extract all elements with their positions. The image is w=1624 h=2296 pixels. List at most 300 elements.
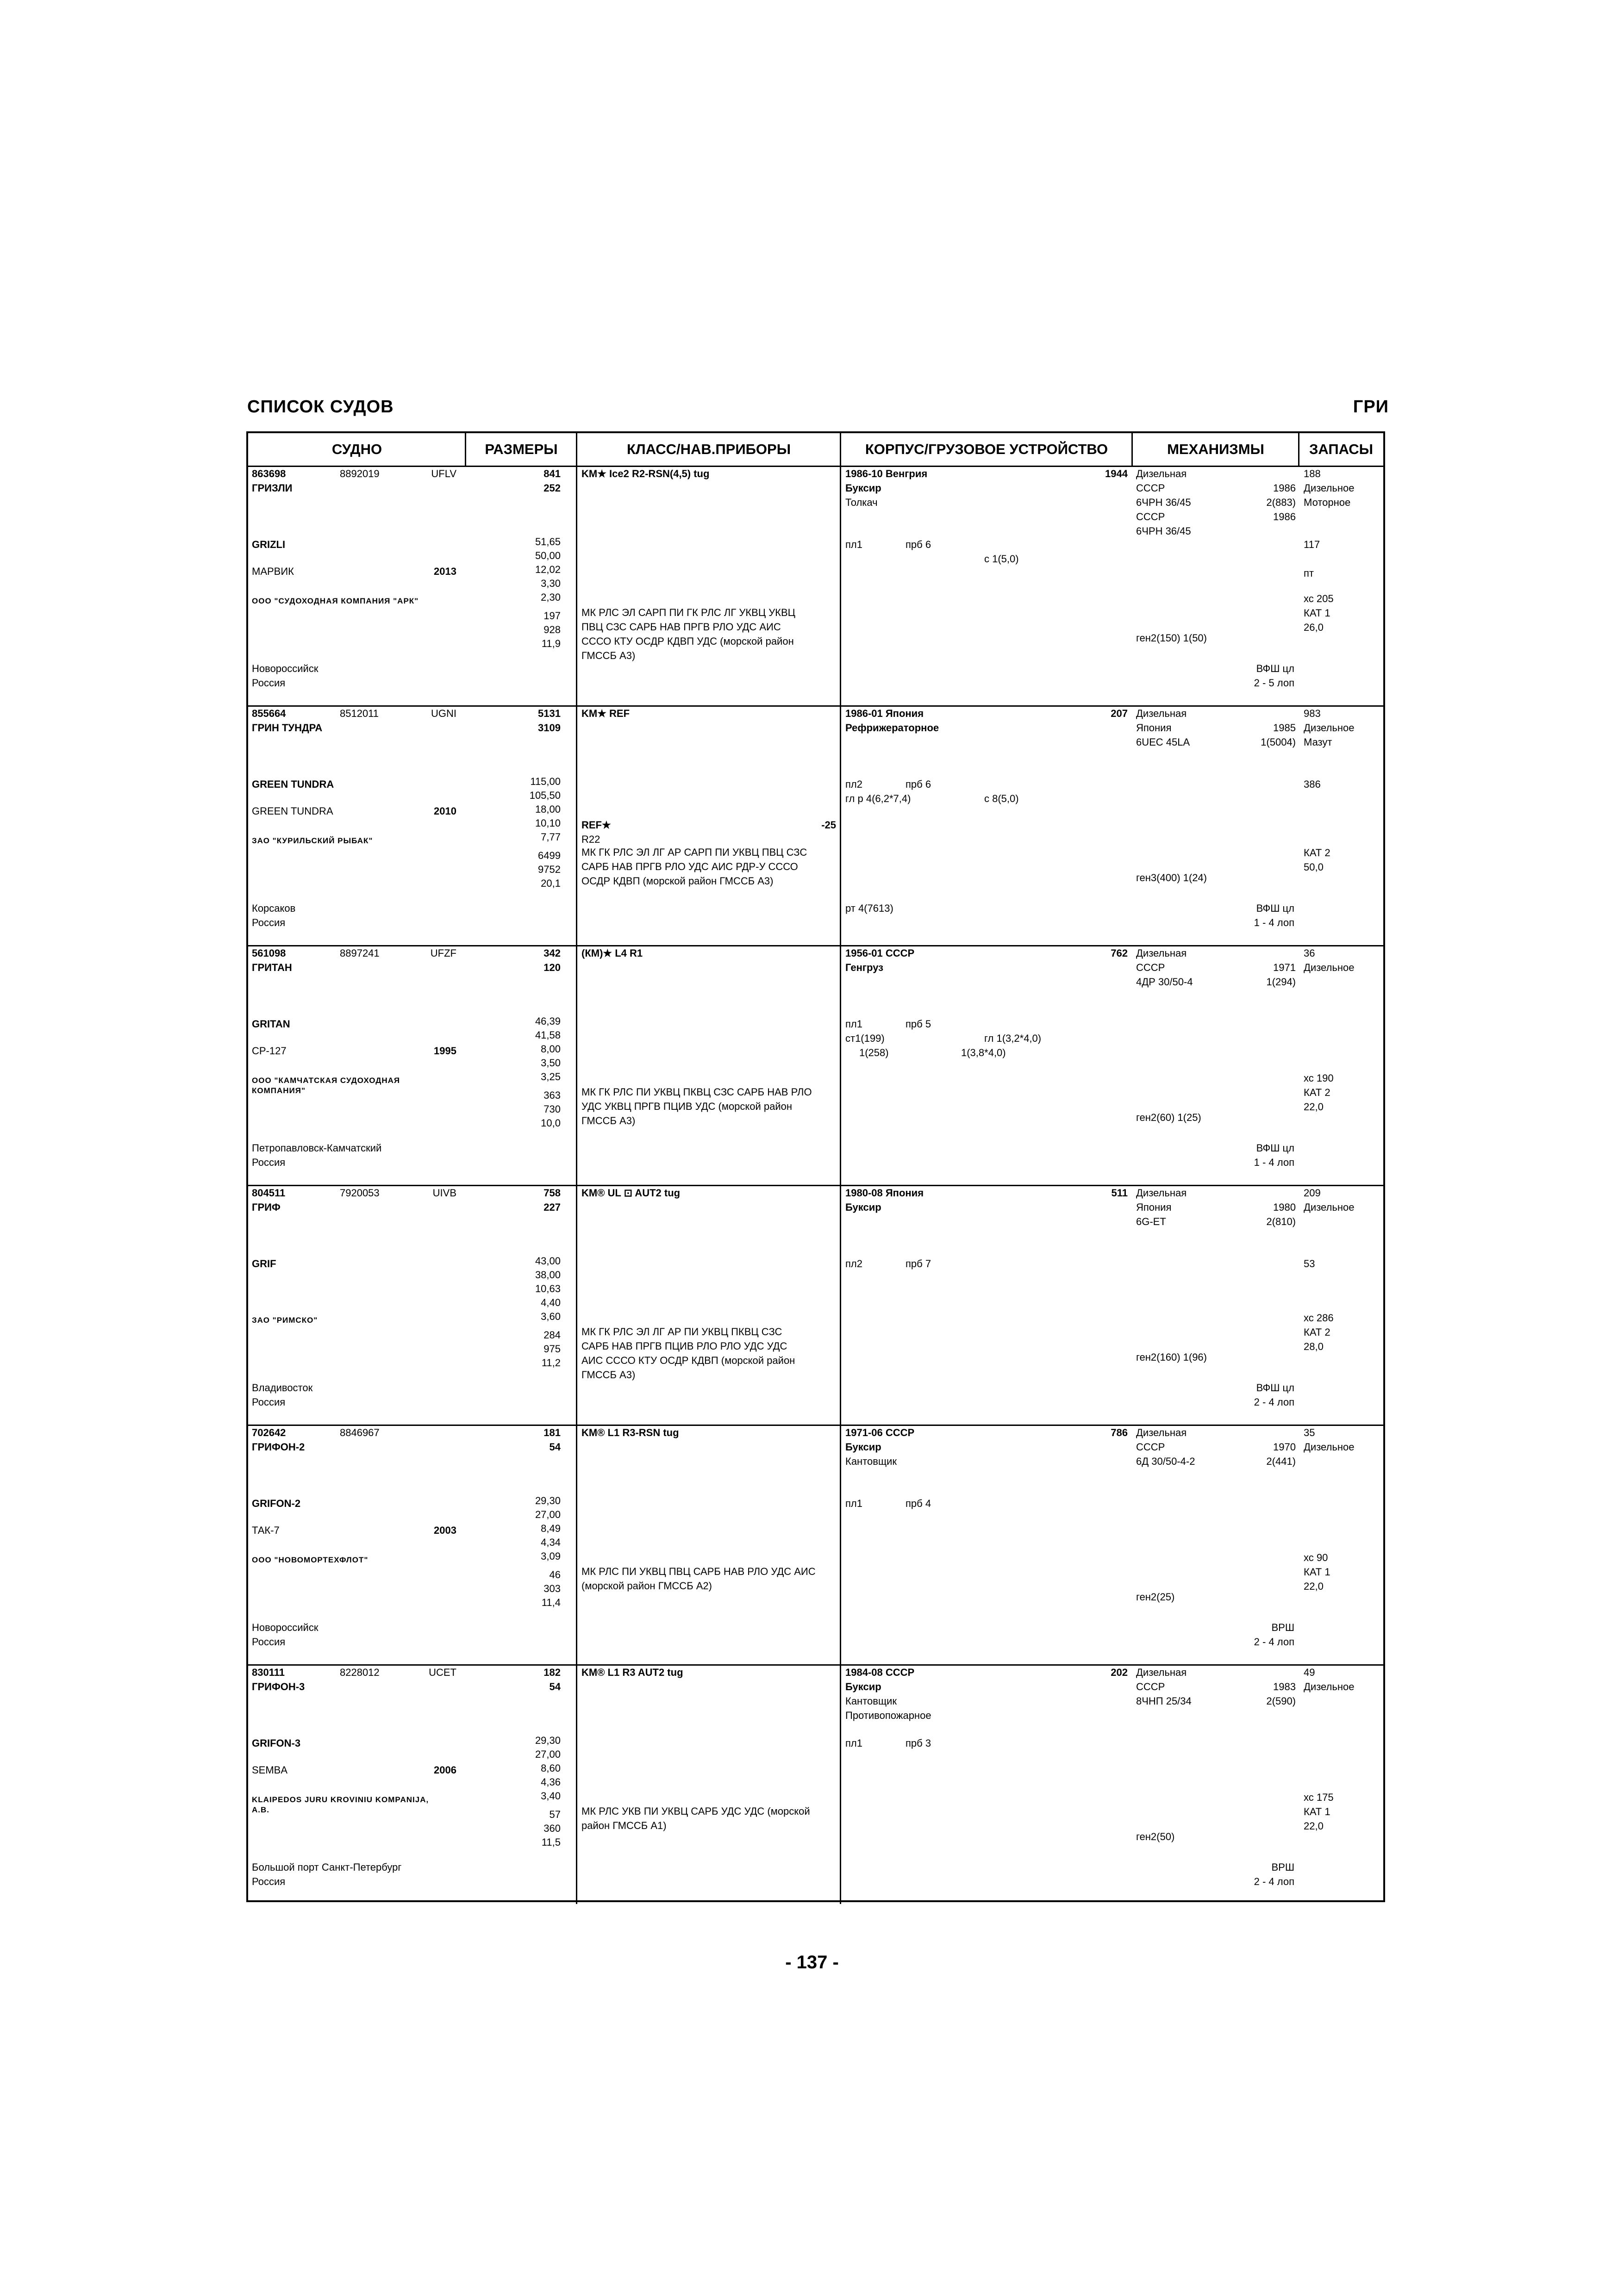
reg-number: 863698 [252,468,286,479]
ship-name: ГРИН ТУНДРА [252,722,323,734]
text-line: 35 [1304,1427,1315,1438]
text-line: 22,0 [1304,1101,1324,1113]
supplies-cat [1304,831,1330,874]
engine-type: Дизельная [1136,1187,1187,1199]
ship-record [248,1664,1383,1904]
hatch-info: гл р 4(6,2*7,4) [845,793,911,804]
text-line: 41,58 [535,1029,561,1041]
hatch-info: ст1(199) [845,1033,885,1044]
ship-name: ГРИФОН-2 [252,1441,305,1453]
reg-number: 804511 [252,1187,286,1199]
text-line: 10,10 [535,817,561,829]
divider [576,1185,577,1425]
engine-row [1136,960,1296,975]
text-line: АИС СССО КТУ ОСДР КДВП (морской район [581,1355,795,1366]
deadweight [468,1328,561,1370]
country: Россия [252,677,286,689]
class-notation: (КМ)★ L4 R1 [581,947,643,959]
dimensions [468,1254,561,1324]
engine-type: Дизельная [1136,1427,1187,1438]
port: Владивосток [252,1382,313,1394]
text-line: 209 [1304,1187,1321,1199]
owner: ЗАО "КУРИЛЬСКИЙ РЫБАК" [252,836,373,845]
extra-class-temp: -25 [821,819,836,831]
bulkheads: прб 4 [906,1498,931,1509]
engine-origin: СССР [1136,482,1165,494]
text-line: 105,50 [529,790,561,801]
text-line: хс 286 [1304,1312,1334,1324]
text-line [581,888,807,902]
text-line: район ГМССБ А1) [581,1820,667,1831]
text-line: 27,00 [535,1509,561,1520]
fuel-supplies [1304,1186,1354,1229]
ship-subtype: Толкач [845,497,878,508]
text-line [1304,831,1330,846]
text-line [1304,1271,1315,1285]
engine-origin: 6Д 30/50-4-2 [1136,1456,1195,1467]
text-line: КАТ 2 [1304,847,1330,859]
text-line [1304,1454,1354,1468]
gross-tonnage: 841 [543,468,561,479]
text-line: МК РЛС ЭЛ САРП ПИ ГК РЛС ЛГ УКВЦ УКВЦ [581,607,795,618]
country: Россия [252,1396,286,1408]
imo-number: 8892019 [340,468,380,479]
text-line [1304,552,1320,566]
text-line: 117 [1304,539,1320,550]
ship-type: Буксир [845,1201,881,1213]
text-line [1304,791,1321,806]
fuel-supplies [1304,1425,1354,1468]
nav-equipment [581,1085,812,1142]
text-line: 9752 [538,864,561,875]
generators: ген2(60) 1(25) [1136,1112,1201,1123]
generators: ген2(25) [1136,1591,1175,1603]
nav-equipment [581,1804,810,1861]
build-info: 1986-10 Венгрия [845,468,928,479]
deadweight [468,609,561,651]
hatch-size: 1(3,8*4,0) [961,1047,1006,1058]
engine-row [1136,1440,1296,1454]
port: Корсаков [252,902,296,914]
divider [576,705,577,945]
engine-year-power: 1970 [1273,1441,1296,1453]
text-line: 386 [1304,778,1321,790]
engine-row [1136,1680,1296,1694]
divider [576,433,577,466]
dimensions [468,1014,561,1084]
supplies-extra [1304,1257,1315,1300]
former-name: SEMBA [252,1764,288,1776]
text-line: 3,60 [541,1311,561,1322]
text-line: хс 205 [1304,593,1334,604]
text-line: 360 [543,1823,561,1834]
text-line: 28,0 [1304,1341,1324,1352]
text-line: 284 [543,1329,561,1341]
owner: ЗАО "РИМСКО" [252,1316,318,1325]
engine-year-power: 1983 [1273,1681,1296,1692]
text-line: 197 [543,610,561,622]
propeller: ВФШ цл [1256,1382,1294,1394]
text-line: 3,40 [541,1790,561,1802]
ship-name-latin: GRIFON-2 [252,1498,301,1509]
divider [840,1185,841,1425]
engine-year-power: 1985 [1273,722,1296,734]
cargo-gear: гл 1(3,2*4,0) [984,1033,1042,1044]
text-line: САРБ НАВ ПРГВ РЛО УДС АИС РДР-У СССО [581,861,798,872]
text-line: 50,0 [1304,861,1324,873]
ship-subtype: Противопожарное [845,1710,931,1721]
text-line: 3,25 [541,1071,561,1083]
text-line: 11,9 [541,638,561,649]
text-line: 11,5 [541,1836,561,1848]
propeller: ВРШ [1271,1622,1294,1633]
text-line: ГМССБ А3) [581,650,636,661]
text-line: 26,0 [1304,622,1324,633]
text-line: КАТ 2 [1304,1326,1330,1338]
ship-name: ГРИФОН-3 [252,1681,305,1692]
text-line: СССО КТУ ОСДР КДВП УДС (морской район [581,635,794,647]
text-line: МК РЛС УКВ ПИ УКВЦ САРБ УДС УДС (морской [581,1805,810,1817]
port: Большой порт Санкт-Петербург [252,1861,402,1873]
ship-subtype: Кантовщик [845,1695,897,1707]
text-line: 4,36 [541,1776,561,1788]
bulkheads: прб 6 [906,539,931,550]
text-line: 27,00 [535,1748,561,1760]
reefer-capacity: рт 4(7613) [845,902,893,914]
former-name: GREEN TUNDRA [252,805,333,817]
port: Петропавловск-Камчатский [252,1142,382,1154]
engine-row [1136,1454,1296,1468]
engine-row [1136,721,1296,735]
text-line: 983 [1304,708,1321,719]
call-sign: UCET [429,1667,456,1678]
text-line: 4,40 [541,1297,561,1308]
supplies-extra [1304,777,1321,820]
engine-list [1136,1200,1296,1229]
engine-list [1136,1440,1296,1468]
text-line: КАТ 2 [1304,1087,1330,1098]
text-line: 29,30 [535,1495,561,1506]
ship-name: ГРИЗЛИ [252,482,293,494]
text-line: Дизельное [1304,1441,1355,1453]
text-line: МК РЛС ПИ УКВЦ ПВЦ САРБ НАВ РЛО УДС АИС [581,1566,816,1577]
ship-subtype: Кантовщик [845,1456,897,1467]
owner: ООО "НОВОМОРТЕХФЛОТ" [252,1556,369,1564]
imo-number: 8897241 [340,947,380,959]
text-line: 2,30 [541,591,561,603]
ship-record [248,1185,1383,1426]
reg-number: 702642 [252,1427,286,1438]
build-info: 1986-01 Япония [845,708,924,719]
text-line: ПВЦ СЗС САРБ НАВ ПРГВ РЛО УДС АИС [581,621,781,633]
yard-number: 762 [1111,947,1128,959]
text-line: КАТ 1 [1304,1806,1330,1817]
generators: ген2(150) 1(50) [1136,632,1207,644]
ship-record [248,466,1383,707]
ship-type: Буксир [845,1441,881,1453]
text-line: 303 [543,1583,561,1594]
yard-number: 511 [1111,1187,1128,1199]
divider [576,466,577,705]
engine-year-power: 2(441) [1266,1456,1296,1467]
supplies-cat [1304,1790,1334,1833]
text-line: (морской район ГМССБ А2) [581,1580,712,1592]
net-tonnage: 227 [543,1201,561,1213]
gross-tonnage: 5131 [538,708,561,719]
former-name: СР-127 [252,1045,287,1057]
propeller: ВФШ цл [1256,1142,1294,1154]
country: Россия [252,917,286,928]
divider [576,945,577,1185]
ship-record [248,705,1383,946]
imo-number: 8228012 [340,1667,380,1678]
propeller-blades: 2 - 4 лоп [1254,1876,1294,1887]
text-line: 12,02 [535,564,561,575]
yard-number: 202 [1111,1667,1128,1678]
ship-type: Рефрижераторное [845,722,939,734]
text-line: 188 [1304,468,1321,479]
supplies-cat [1304,1071,1334,1114]
text-line: Дизельное [1304,962,1355,973]
text-line: 730 [543,1103,561,1115]
nav-equipment [581,1325,795,1382]
engine-origin: 4ДР 30/50-4 [1136,976,1193,988]
text-line [581,1607,816,1622]
supplies-cat [1304,591,1334,635]
engine-origin: 6G-ET [1136,1216,1166,1227]
col-ship: СУДНО [331,441,382,457]
fuel-supplies [1304,706,1354,749]
text-line: 46,39 [535,1015,561,1027]
propeller-blades: 1 - 4 лоп [1254,1157,1294,1168]
owner: ООО "СУДОХОДНАЯ КОМПАНИЯ "АРК" [252,597,419,605]
class-notation: KM★ REF [581,708,630,719]
text-line [581,1128,812,1142]
net-tonnage: 54 [549,1441,561,1453]
engine-list [1136,960,1296,989]
text-line: 53 [1304,1258,1315,1269]
propeller-blades: 1 - 4 лоп [1254,917,1294,928]
propeller-blades: 2 - 4 лоп [1254,1636,1294,1648]
deck-count: пл1 [845,539,862,550]
engine-year-power: 1980 [1273,1201,1296,1213]
text-line: хс 175 [1304,1792,1334,1803]
class-notation: KM★ Ice2 R2-RSN(4,5) tug [581,468,710,479]
text-line: Моторное [1304,497,1351,508]
text-line: САРБ НАВ ПРГВ ПЦИВ РЛО РЛО УДС УДС [581,1340,787,1352]
propeller: ВРШ [1271,1861,1294,1873]
col-machinery: МЕХАНИЗМЫ [1167,441,1264,457]
owner: ООО "КАМЧАТСКАЯ СУДОХОДНАЯ КОМПАНИЯ" [252,1076,400,1095]
bulkheads: прб 3 [906,1737,931,1749]
text-line: 22,0 [1304,1820,1324,1832]
hold-capacity: 1(258) [859,1047,889,1058]
ship-type: Буксир [845,482,881,494]
build-info: 1980-08 Япония [845,1187,924,1199]
cargo-gear: с 8(5,0) [984,793,1019,804]
net-tonnage: 120 [543,962,561,973]
divider [840,705,841,945]
text-line: 38,00 [535,1269,561,1281]
owner: KLAIPEDOS JURU KROVINIU KOMPANIJA, A.B. [252,1795,429,1814]
engine-row [1136,495,1296,510]
country: Россия [252,1636,286,1648]
former-name-year: 2006 [434,1764,456,1776]
text-line: Мазут [1304,736,1332,748]
bulkheads: прб 5 [906,1018,931,1030]
text-line [581,1833,810,1847]
engine-origin: 6ЧРН 36/45 [1136,497,1191,508]
net-tonnage: 3109 [538,722,561,734]
engine-origin: СССР [1136,1441,1165,1453]
text-line [1304,1525,1306,1539]
divider [1298,433,1299,466]
yard-number: 1944 [1105,468,1128,479]
text-line: Дизельное [1304,1681,1355,1692]
ship-name-latin: GREEN TUNDRA [252,778,334,790]
former-name-year: 2013 [434,566,456,577]
text-line [1304,1017,1306,1031]
text-line: 6499 [538,850,561,861]
fuel-supplies [1304,467,1354,510]
supplies-cat [1304,1311,1334,1354]
engine-origin: 6ЧРН 36/45 [1136,525,1191,537]
propeller: ВФШ цл [1256,902,1294,914]
engine-origin: Япония [1136,1201,1172,1213]
text-line: 10,63 [535,1283,561,1294]
former-name: ТАК-7 [252,1524,280,1536]
gross-tonnage: 758 [543,1187,561,1199]
text-line: ГМССБ А3) [581,1369,636,1381]
text-line: 975 [543,1343,561,1355]
engine-year-power: 1971 [1273,962,1296,973]
text-line: Дизельное [1304,482,1355,494]
divider [840,433,841,466]
fuel-supplies [1304,1665,1354,1708]
ship-table [246,431,1385,1902]
propeller-blades: 2 - 5 лоп [1254,677,1294,689]
yard-number: 786 [1111,1427,1128,1438]
engine-origin: СССР [1136,1681,1165,1692]
page-number: - 137 - [785,1952,839,1972]
build-info: 1984-08 СССР [845,1667,915,1678]
col-dimensions: РАЗМЕРЫ [485,441,558,457]
column-header-row [248,433,1383,467]
port: Новороссийск [252,1622,319,1633]
text-line [1304,1511,1306,1525]
divider [576,1664,577,1904]
text-line: 49 [1304,1667,1315,1678]
former-name-year: 1995 [434,1045,456,1057]
divider [465,433,466,466]
divider [840,1664,841,1904]
reg-number: 830111 [252,1667,285,1678]
text-line [1304,1694,1354,1708]
text-line [1304,1045,1306,1060]
nav-equipment [581,1564,816,1622]
engine-row [1136,510,1296,524]
text-line [1304,1214,1354,1229]
port: Новороссийск [252,663,319,674]
text-line [581,1593,816,1607]
yard-number: 207 [1111,708,1128,719]
imo-number: 8512011 [340,708,379,719]
engine-list [1136,1680,1296,1708]
imo-number: 8846967 [340,1427,380,1438]
col-supplies: ЗАПАСЫ [1309,441,1374,457]
propeller: ВФШ цл [1256,663,1294,674]
text-line: 8,49 [541,1523,561,1534]
nav-equipment [581,845,807,902]
text-line: 3,50 [541,1057,561,1069]
engine-row [1136,1214,1296,1229]
deadweight [468,1089,561,1130]
dimensions [468,1734,561,1803]
deadweight [468,849,561,890]
text-line [1304,806,1321,820]
text-line: 8,60 [541,1762,561,1774]
text-line [1304,1765,1306,1779]
supplies-extra [1304,1736,1306,1779]
call-sign: UGNI [431,708,456,719]
engine-row [1136,481,1296,495]
ship-name-latin: GRIF [252,1258,276,1269]
fuel-supplies [1304,946,1354,989]
divider [576,1425,577,1664]
text-line [581,1847,810,1861]
imo-number: 7920053 [340,1187,380,1199]
bulkheads: прб 6 [906,778,931,790]
text-line: 8,00 [541,1043,561,1055]
text-line: 363 [543,1089,561,1101]
build-info: 1971-06 СССР [845,1427,915,1438]
deck-count: пл2 [845,1258,862,1269]
text-line: 46 [549,1569,561,1580]
engine-year-power: 1(5004) [1261,736,1296,748]
generators: ген3(400) 1(24) [1136,872,1207,884]
text-line: 36 [1304,947,1315,959]
text-line: ГМССБ А3) [581,1115,636,1126]
text-line: КАТ 1 [1304,607,1330,619]
text-line: хс 190 [1304,1072,1334,1084]
text-line: 57 [549,1809,561,1820]
engine-type: Дизельная [1136,1667,1187,1678]
deck-count: пл1 [845,1018,862,1030]
build-info: 1956-01 СССР [845,947,915,959]
text-line: 11,2 [541,1357,561,1369]
dimensions [468,1494,561,1563]
former-name: МАРВИК [252,566,294,577]
text-line: КАТ 1 [1304,1566,1330,1578]
country: Россия [252,1157,286,1168]
supplies-cat [1304,1550,1330,1593]
engine-list [1136,481,1296,538]
divider [1131,433,1133,466]
deadweight [468,1568,561,1610]
ship-record [248,945,1383,1186]
text-line: 51,65 [535,536,561,548]
text-line: 928 [543,624,561,635]
ship-record [248,1425,1383,1666]
call-sign: UFZF [430,947,456,959]
reg-number: 561098 [252,947,286,959]
net-tonnage: 54 [549,1681,561,1692]
propeller-blades: 2 - 4 лоп [1254,1396,1294,1408]
text-line [1304,1031,1306,1045]
text-line [1304,1496,1306,1511]
text-line [1304,1750,1306,1765]
text-line: 22,0 [1304,1580,1324,1592]
